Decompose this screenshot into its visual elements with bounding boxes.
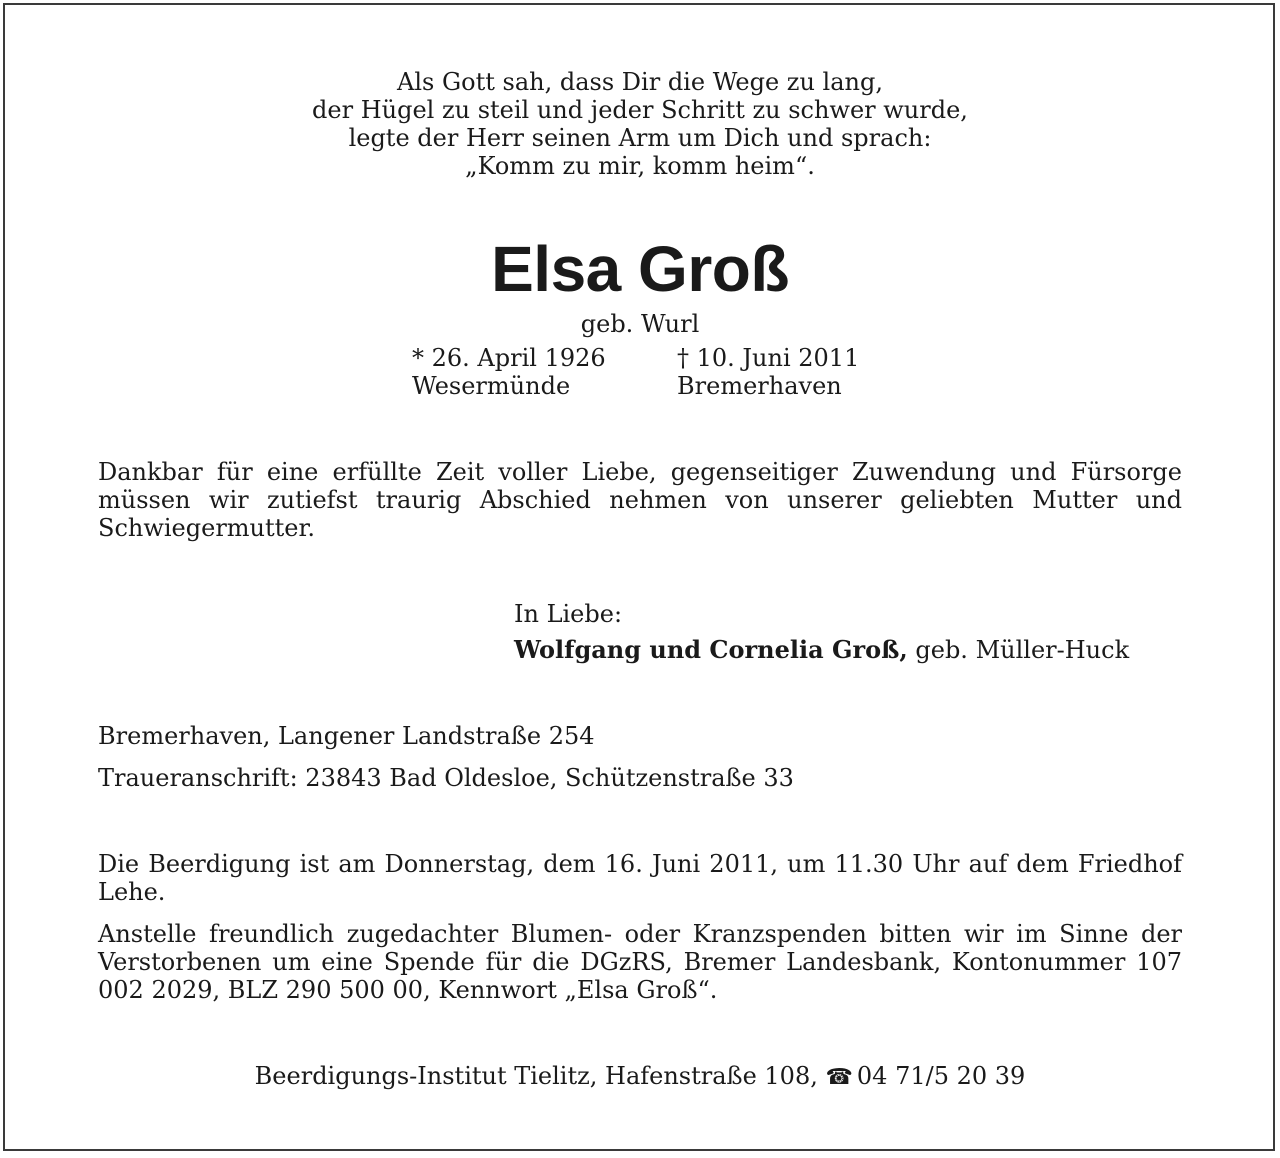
deceased-name: Elsa Groß bbox=[491, 233, 789, 305]
signature-birth-name: geb. Müller-Huck bbox=[907, 636, 1130, 664]
birth-date: * 26. April 1926 bbox=[412, 344, 606, 372]
signature-names: Wolfgang und Cornelia Groß, bbox=[514, 635, 908, 664]
signature-line bbox=[514, 636, 1129, 664]
poem-line: Als Gott sah, dass Dir die Wege zu lang, bbox=[397, 68, 883, 96]
death-place: Bremerhaven bbox=[677, 372, 842, 400]
mourning-address: Traueranschrift: 23843 Bad Oldesloe, Schützenstraße 33 bbox=[98, 764, 794, 792]
signature-block bbox=[514, 600, 1129, 664]
funeral-home-footer bbox=[0, 1062, 1280, 1092]
deceased-birth-name: geb. Wurl bbox=[580, 310, 700, 338]
poem-line: der Hügel zu steil und jeder Schritt zu schwer wurde, bbox=[312, 96, 968, 124]
funeral-paragraph: Die Beerdigung ist am Donnerstag, dem 16. Juni 2011, um 11.30 Uhr auf dem Friedhof Lehe. bbox=[98, 850, 1182, 906]
funeral-home-phone: 04 71/5 20 39 bbox=[856, 1062, 1026, 1090]
residence-address: Bremerhaven, Langener Landstraße 254 bbox=[98, 722, 595, 750]
birth-place: Wesermünde bbox=[412, 372, 571, 400]
death-info bbox=[677, 344, 859, 400]
funeral-home-name: Beerdigungs-Institut Tielitz, Hafenstraße 108, bbox=[254, 1062, 818, 1090]
death-date: † 10. Juni 2011 bbox=[677, 344, 860, 372]
birth-info bbox=[412, 344, 606, 400]
signature-intro: In Liebe: bbox=[514, 600, 623, 628]
poem bbox=[0, 68, 1280, 180]
donation-paragraph: Anstelle freundlich zugedachter Blumen- oder Kranzspenden bitten wir im Sinne der Verstorbenen um eine Spende für die DGzRS, Bremer Landesbank, Kontonummer 107 002 2029, BLZ 290 500 00, Kennwort „Elsa Groß“. bbox=[98, 920, 1182, 1004]
telephone-icon: ☎ bbox=[825, 1065, 853, 1090]
poem-line: legte der Herr seinen Arm um Dich und sprach: bbox=[348, 124, 932, 152]
message-paragraph: Dankbar für eine erfüllte Zeit voller Liebe, gegenseitiger Zuwendung und Fürsorge müssen wir zutiefst traurig Abschied nehmen von unserer geliebten Mutter und Schwiegermutter. bbox=[98, 458, 1182, 542]
poem-line: „Komm zu mir, komm heim“. bbox=[465, 152, 815, 180]
